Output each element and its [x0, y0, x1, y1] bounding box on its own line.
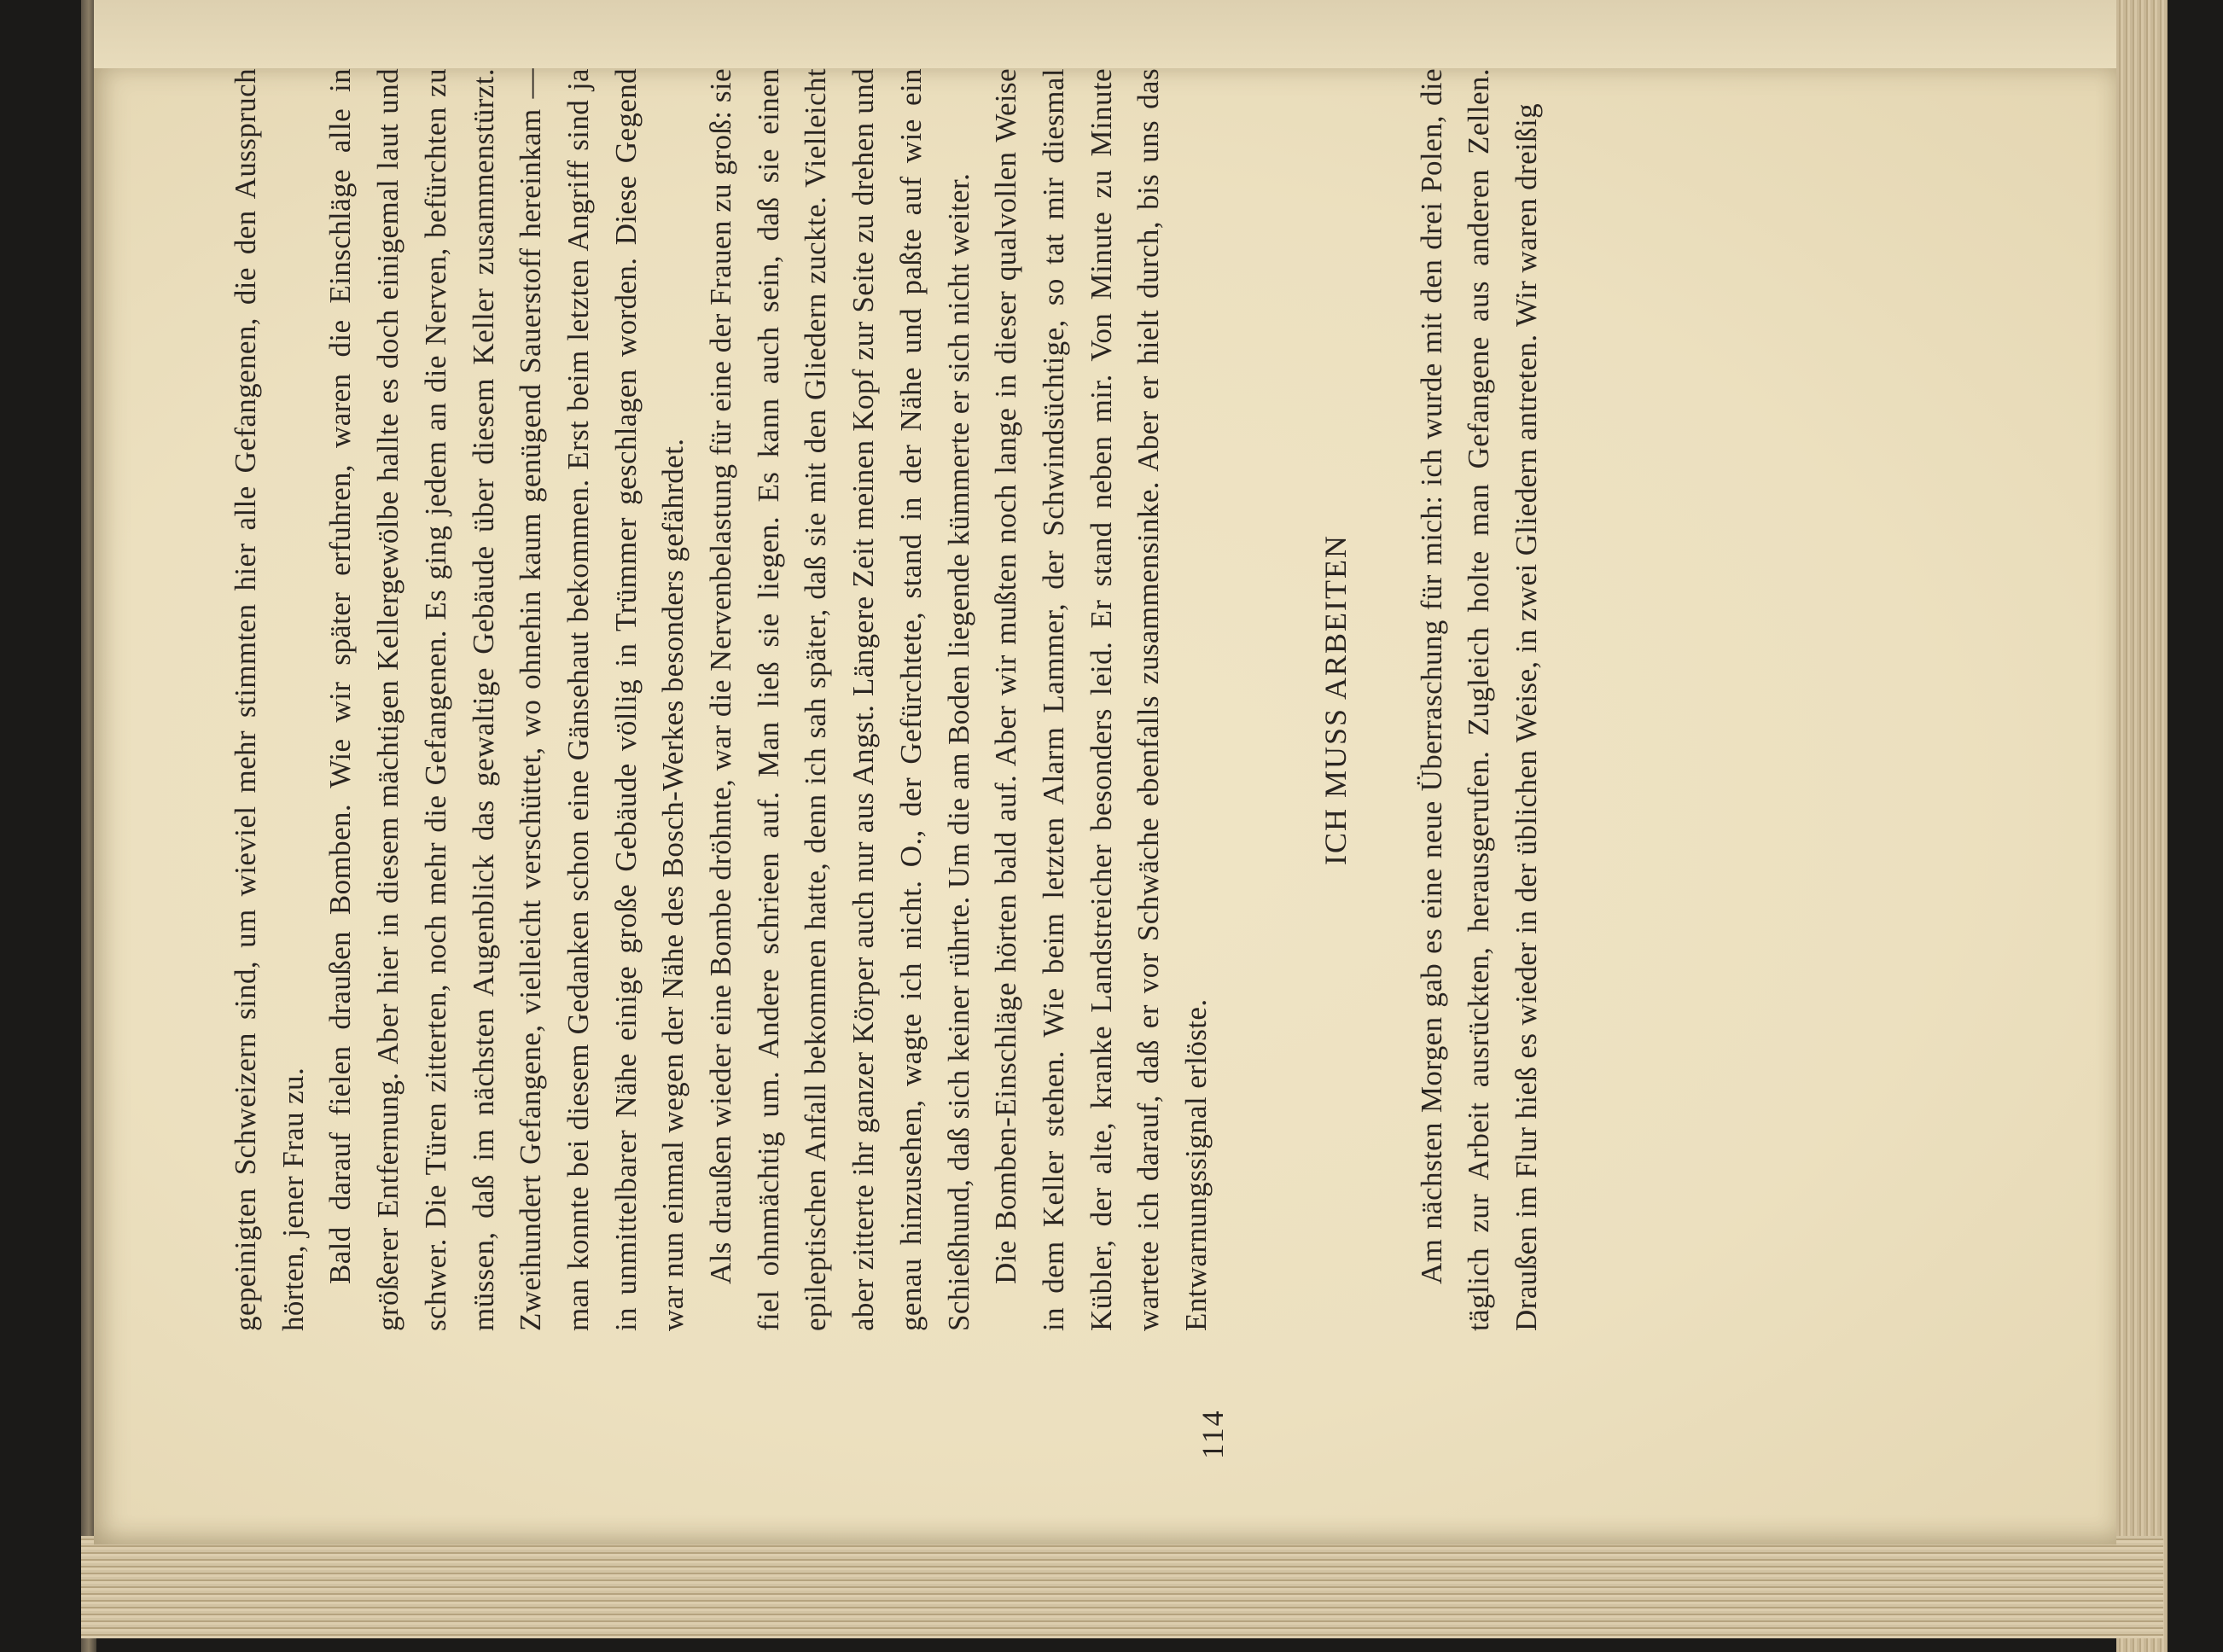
page-top-edge: [94, 0, 2116, 68]
paragraph-2: Bald darauf fielen draußen Bomben. Wie wir später erfuhren, waren die Einschläge alle in größerer Entfernung. Aber hier in diesem mächtigen Kellergewölbe hallte es doch einigemal laut und schwer. Die Türen zitterten, noch mehr die Gefangenen. Es ging jedem an die Nerven, befürchten zu müssen, daß im nächsten Augenblick das gewaltige Gebäude über diesem Keller zusammenstürzt. Zweihundert Gefangene, vielleicht verschüttet, wo ohnehin kaum genügend Sauerstoff hereinkam — man konnte bei diesem Gedanken schon eine Gänsehaut bekommen. Erst beim letzten Angriff sind ja in unmittelbarer Nähe einige große Gebäude völlig in Trümmer geschlagen worden. Diese Gegend war nun einmal wegen der Nähe des Bosch-Werkes besonders gefährdet.: [323, 68, 690, 1331]
page-edges-right: [2116, 0, 2168, 1652]
paragraph-5: Am nächsten Morgen gab es eine neue Überraschung für mich: ich wurde mit den drei Polen, die täglich zur Arbeit ausrückten, herausgerufen. Zugleich holte man Gefangene aus anderen Zellen. Draußen im Flur hieß es wieder in der üblichen Weise, in zwei Gliedern antreten. Wir waren dreißig: [1414, 68, 1544, 1331]
page-text-block: [222, 68, 1673, 1459]
paragraph-3: Als draußen wieder eine Bombe dröhnte, war die Nervenbelastung für eine der Frauen zu groß: sie fiel ohnmächtig um. Andere schrieen auf. Man ließ sie liegen. Es kann auch sein, daß sie einen epileptischen Anfall bekommen hatte, denn ich sah später, daß sie mit den Gliedern zuckte. Vielleicht aber zitterte ihr ganzer Körper auch nur aus Angst. Längere Zeit meinen Kopf zur Seite zu drehen und genau hinzusehen, wagte ich nicht. O., der Gefürchtete, stand in der Nähe und paßte auf wie ein Schießhund, daß sich keiner rührte. Um die am Boden liegende kümmerte er sich nicht weiter.: [704, 68, 975, 1331]
page-edges-bottom: [81, 1536, 2163, 1638]
page-number: 114: [1196, 1409, 1230, 1459]
paragraph-4: Die Bomben-Einschläge hörten bald auf. Aber wir mußten noch lange in dieser qualvollen Weise in dem Keller stehen. Wie beim letzten Alarm Lammer, der Schwindsüchtige, so tat mir diesmal Kübler, der alte, kranke Landstreicher besonders leid. Er stand neben mir. Von Minute zu Minute wartete ich darauf, daß er vor Schwäche ebenfalls zusammensinke. Aber er hielt durch, bis uns das Entwarnungssignal erlöste.: [989, 68, 1213, 1331]
paragraph-1: gepeinigten Schweizern sind, um wieviel mehr stimmten hier alle Gefangenen, die den Ausspruch hörten, jener Frau zu.: [229, 68, 310, 1331]
chapter-heading: ICH MUSS ARBEITEN: [1318, 533, 1353, 866]
